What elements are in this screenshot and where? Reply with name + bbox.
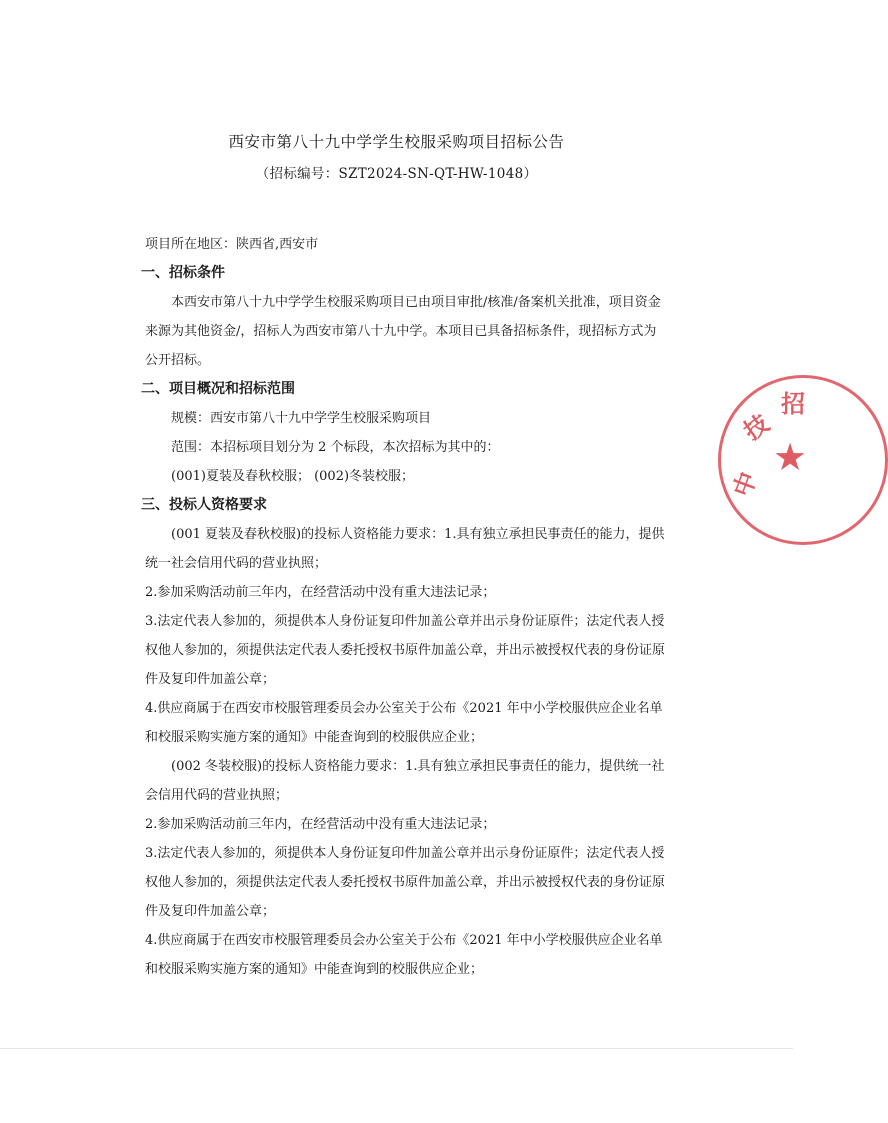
paragraph-line: 3.法定代表人参加的，须提供本人身份证复印件加盖公章并出示身份证原件；法定代表人授: [145, 846, 665, 861]
seal-char-3: 招: [781, 390, 805, 418]
paragraph-line: 件及复印件加盖公章；: [145, 672, 276, 687]
paragraph-line: 权他人参加的，须提供法定代表人委托授权书原件加盖公章，并出示被授权代表的身份证原: [145, 643, 666, 658]
paragraph-line: 规模：西安市第八十九中学学生校服采购项目: [171, 411, 432, 426]
paragraph-line: (001 夏装及春秋校服)的投标人资格能力要求：1.具有独立承担民事责任的能力，提供: [171, 527, 665, 542]
document-title: 西安市第八十九中学学生校服采购项目招标公告: [228, 133, 565, 151]
paragraph-line: (002 冬装校服)的投标人资格能力要求：1.具有独立承担民事责任的能力，提供统一社: [171, 759, 665, 774]
paragraph-line: 和校服采购实施方案的通知》中能查询到的校服供应企业；: [145, 730, 484, 745]
seal-char-2: 技: [738, 409, 775, 446]
section-heading: 三、投标人资格要求: [141, 497, 267, 513]
seal-char-1: 中: [728, 468, 763, 501]
paragraph-line: 来源为其他资金/，招标人为西安市第八十九中学。本项目已具备招标条件，现招标方式为: [145, 324, 657, 339]
sections-container: [141, 259, 666, 984]
scan-crease-line: [0, 1048, 793, 1049]
paragraph-line: 本西安市第八十九中学学生校服采购项目已由项目审批/核准/备案机关批准，项目资金: [171, 295, 661, 310]
paragraph-line: 权他人参加的，须提供法定代表人委托授权书原件加盖公章，并出示被授权代表的身份证原: [145, 875, 666, 890]
paragraph-line: 3.法定代表人参加的，须提供本人身份证复印件加盖公章并出示身份证原件；法定代表人授: [145, 614, 665, 629]
project-location: 项目所在地区：陕西省,西安市: [145, 237, 319, 252]
paragraph-line: 会信用代码的营业执照；: [145, 788, 289, 803]
paragraph-line: 统一社会信用代码的营业执照；: [145, 556, 328, 571]
section-heading: 一、招标条件: [141, 265, 225, 281]
paragraph-line: 范围：本招标项目划分为 2 个标段，本次招标为其中的：: [171, 440, 500, 455]
paragraph-line: 件及复印件加盖公章；: [145, 904, 276, 919]
official-seal-stamp: [718, 375, 888, 545]
paragraph-line: 4.供应商属于在西安市校服管理委员会办公室关于公布《2021 年中小学校服供应企业名单: [145, 933, 663, 948]
document-body: [141, 230, 666, 984]
paragraph-line: 公开招标。: [145, 353, 211, 368]
paragraph-line: (001)夏装及春秋校服； (002)冬装校服；: [171, 469, 415, 484]
paragraph-line: 2.参加采购活动前三年内，在经营活动中没有重大违法记录；: [145, 585, 496, 600]
paragraph-line: 和校服采购实施方案的通知》中能查询到的校服供应企业；: [145, 962, 484, 977]
section-heading: 二、项目概况和招标范围: [141, 381, 295, 397]
paragraph-line: 4.供应商属于在西安市校服管理委员会办公室关于公布《2021 年中小学校服供应企业名单: [145, 701, 663, 716]
tender-number: （招标编号：SZT2024-SN-QT-HW-1048）: [255, 166, 538, 182]
paragraph-line: 2.参加采购活动前三年内，在经营活动中没有重大违法记录；: [145, 817, 496, 832]
seal-star-icon: ★: [773, 435, 808, 479]
